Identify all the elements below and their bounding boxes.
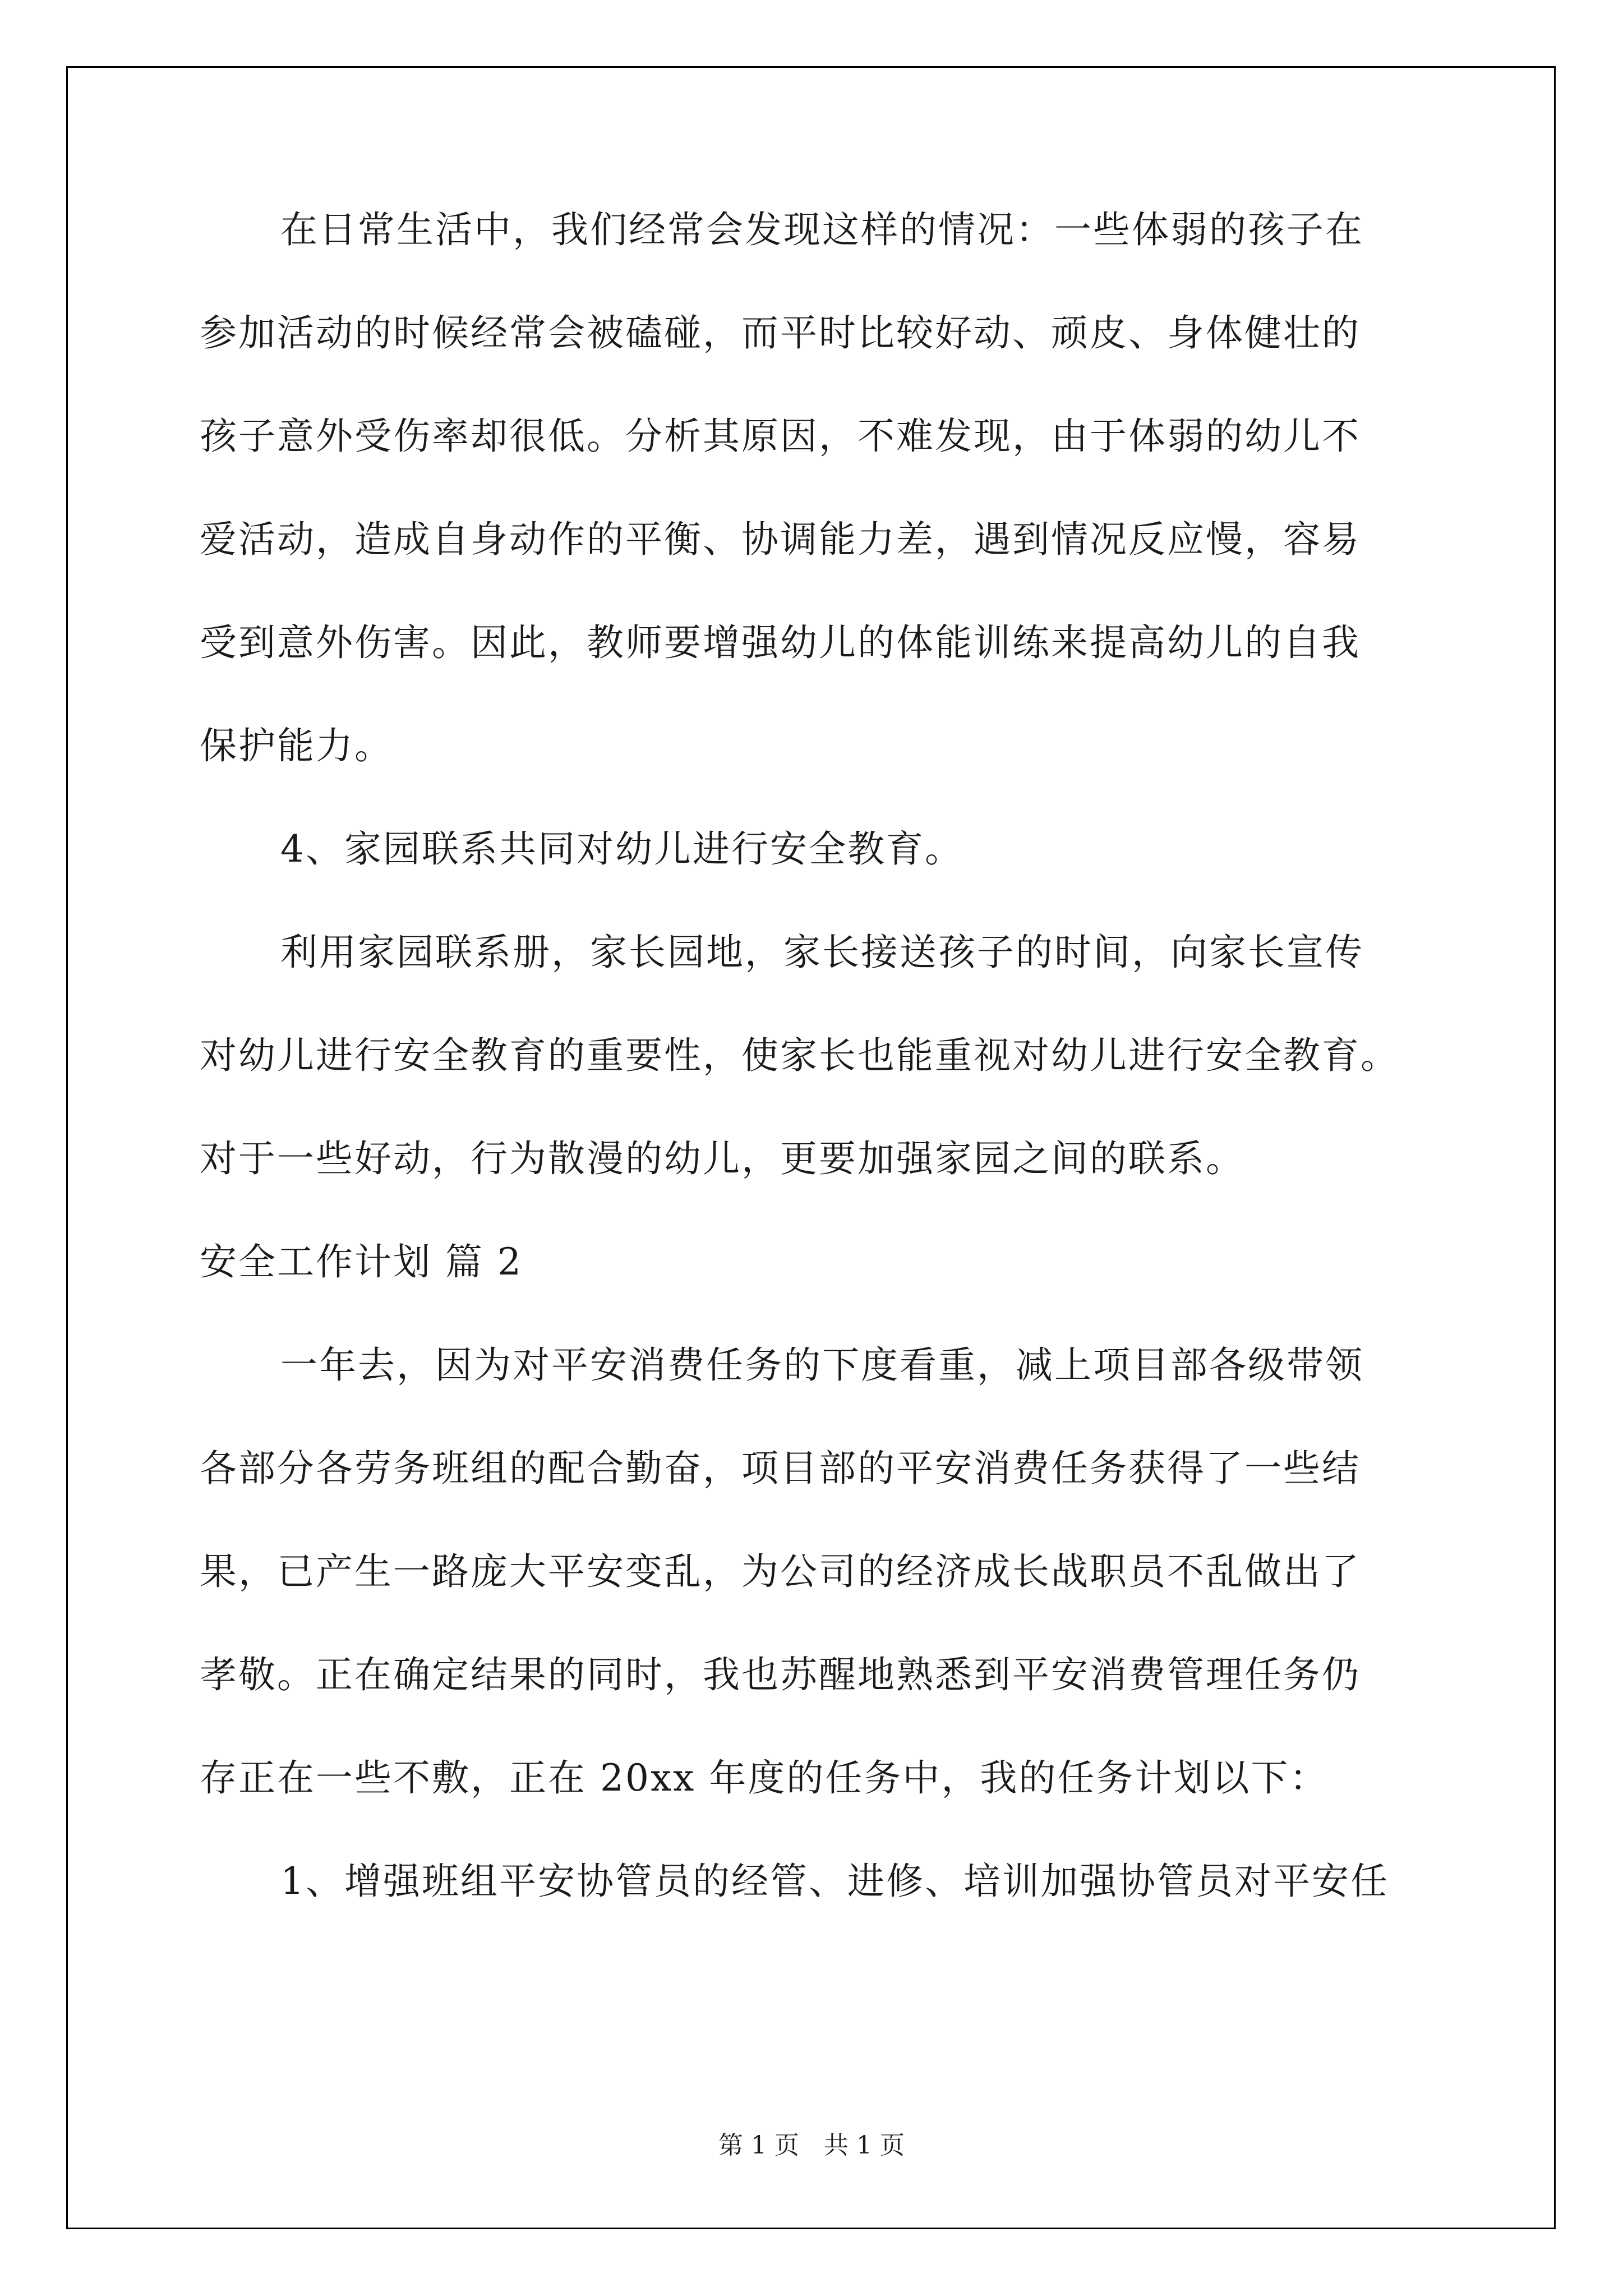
paragraph-line: 受到意外伤害。因此，教师要增强幼儿的体能训练来提高幼儿的自我 [200,621,1361,664]
paragraph-line: 孩子意外受伤率却很低。分析其原因，不难发现，由于体弱的幼儿不 [200,415,1361,458]
paragraph-line: 在日常生活中，我们经常会发现这样的情况：一些体弱的孩子在 [280,208,1364,251]
list-item-heading: 1、增强班组平安协管员的经管、进修、培训加强协管员对平安任 [280,1860,1389,1903]
paragraph-line: 对幼儿进行安全教育的重要性，使家长也能重视对幼儿进行安全教育。 [200,1034,1399,1077]
paragraph-line: 一年去，因为对平安消费任务的下度看重，减上项目部各级带领 [280,1343,1364,1387]
paragraph-line: 对于一些好动，行为散漫的幼儿，更要加强家园之间的联系。 [200,1137,1244,1180]
paragraph-line: 果，已产生一路庞大平安变乱，为公司的经济成长战职员不乱做出了 [200,1550,1361,1593]
paragraph-line: 各部分各劳务班组的配合勤奋，项目部的平安消费任务获得了一些结 [200,1447,1361,1490]
list-item-heading: 4、家园联系共同对幼儿进行安全教育。 [280,827,963,871]
paragraph-line: 利用家园联系册，家长园地，家长接送孩子的时间，向家长宣传 [280,931,1364,974]
paragraph-line: 存正在一些不敷，正在 20xx 年度的任务中，我的任务计划以下： [200,1756,1329,1800]
paragraph-line: 参加活动的时候经常会被磕碰，而平时比较好动、顽皮、身体健壮的 [200,311,1361,355]
section-title: 安全工作计划 篇 2 [200,1240,523,1283]
paragraph-line: 孝敬。正在确定结果的同时，我也苏醒地熟悉到平安消费管理任务仍 [200,1653,1361,1696]
page-footer: 第 1 页 共 1 页 [718,2131,905,2160]
paragraph-line: 保护能力。 [200,724,393,767]
paragraph-line: 爱活动，造成自身动作的平衡、协调能力差，遇到情况反应慢，容易 [200,518,1361,561]
